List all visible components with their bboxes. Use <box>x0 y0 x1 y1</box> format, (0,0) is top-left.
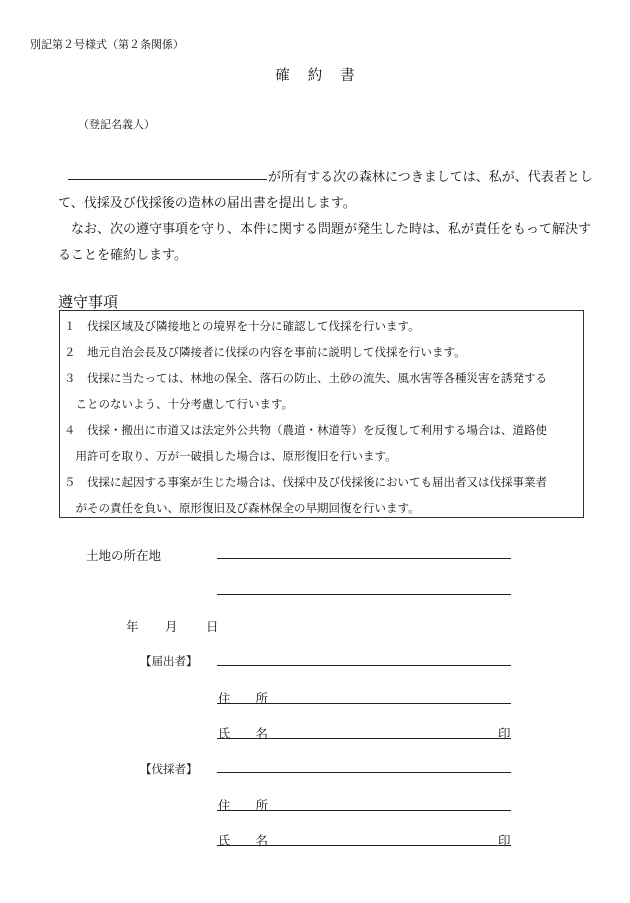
rule-item-2: ２ 地元自治会長及び隣接者に伐採の内容を事前に説明して伐採を行います。 <box>64 345 466 359</box>
notifier-line[interactable] <box>217 665 511 666</box>
registered-owner-label: （登記名義人） <box>78 118 155 131</box>
land-location-label: 土地の所在地 <box>86 548 162 563</box>
logger-name-label: 氏 名 <box>218 833 269 848</box>
paragraph-2-line-1: なお、次の遵守事項を守り、本件に関する問題が発生した時は、私が責任をもって解決す <box>58 222 592 237</box>
notifier-label: 【届出者】 <box>140 654 198 668</box>
form-number-label: 別記第２号様式（第２条関係） <box>30 38 184 51</box>
notifier-name-label: 氏 名 <box>218 726 269 741</box>
owner-name-blank-line[interactable] <box>68 179 267 180</box>
document-title: 確約書 <box>275 68 373 84</box>
rule-item-4-line-2: 用許可を取り、万が一破損した場合は、原形復旧を行います。 <box>64 449 397 463</box>
land-location-line-1[interactable] <box>217 558 511 559</box>
logger-line[interactable] <box>217 772 511 773</box>
date-year-label: 年 <box>126 619 139 634</box>
rule-item-5-line-1: ５ 伐採に起因する事案が生じた場合は、伐採中及び伐採後においても届出者又は伐採事業者 <box>64 475 547 489</box>
compliance-heading: 遵守事項 <box>58 293 119 311</box>
rule-item-4-line-1: ４ 伐採・搬出に市道又は法定外公共物（農道・林道等）を反復して利用する場合は、道路使 <box>64 423 547 437</box>
logger-address-label: 住 所 <box>218 798 269 813</box>
rule-item-5-line-2: がその責任を負い、原形復旧及び森林保全の早期回復を行います。 <box>64 501 420 515</box>
notifier-address-label: 住 所 <box>218 691 269 706</box>
date-day-label: 日 <box>206 619 219 634</box>
logger-seal-mark: 印 <box>498 833 511 848</box>
rule-item-3-line-1: ３ 伐採に当たっては、林地の保全、落石の防止、土砂の流失、風水害等各種災害を誘発する <box>64 371 547 385</box>
notifier-name-line[interactable] <box>217 738 511 739</box>
paragraph-2-line-2: ることを確約します。 <box>58 248 187 263</box>
paragraph-1-line-2: て、伐採及び伐採後の造林の届出書を提出します。 <box>58 196 356 211</box>
notifier-address-line[interactable] <box>217 703 511 704</box>
notifier-seal-mark: 印 <box>498 726 511 741</box>
logger-name-line[interactable] <box>217 845 511 846</box>
rule-item-3-line-2: ことのないよう、十分考慮して行います。 <box>64 397 294 411</box>
date-month-label: 月 <box>165 619 178 634</box>
logger-label: 【伐採者】 <box>140 762 198 776</box>
rule-item-1: １ 伐採区域及び隣接地との境界を十分に確認して伐採を行います。 <box>64 319 420 333</box>
logger-address-line[interactable] <box>217 810 511 811</box>
paragraph-1-line-1: が所有する次の森林につきましては、私が、代表者とし <box>268 170 593 185</box>
land-location-line-2[interactable] <box>217 594 511 595</box>
